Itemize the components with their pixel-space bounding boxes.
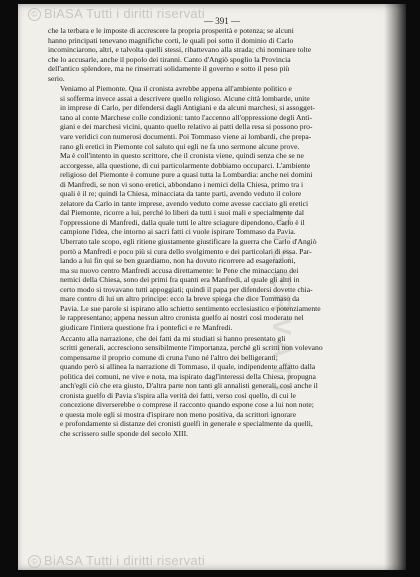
text-line: Pavia. Le sue parole si ispirano allo schietto sentimento ecclesiastico e potenziamente (60, 303, 321, 313)
copyright-icon: © (28, 555, 41, 568)
text-line: accorgesse, alla questione, di cui particolarmente dobbiamo occuparci. L'ambiente (60, 160, 311, 170)
text-line: e profondamente si distanze dei cronisti guelfi in generale e specialmente da quelli, (60, 419, 313, 429)
watermark-vertical: RISERVATI (267, 209, 297, 398)
text-line: serio. (48, 73, 65, 83)
text-line: zelatore da Carlo in tante imprese, avendo veduto come avesse cacciato gli eretici (60, 198, 309, 208)
text-line: scritti generali, accresciono sensibilmente l'importanza, perché gli scritti non volevano (60, 343, 323, 353)
paragraph (48, 84, 394, 332)
text-line: portò a Manfredi e poco più si cura dello svolgimento e dei particolari di essa. Par- (60, 246, 312, 256)
text-line: l'oppressione di Manfredi, dalla quale tutti le altre sciagure dipendono. Carlo è il (60, 217, 305, 227)
text-line: campione l'idea, che intorno ai sacri fatti ci vuole ispirare Tommaso da Pavia. (60, 227, 296, 237)
text-line: politica dei comuni, ne vive e nota, ma ispirato dagl'interessi della Chiesa, propugna (60, 371, 316, 381)
copyright-icon: © (28, 8, 41, 21)
text-line: giudicare l'intiera questione fra i pontefici e re Manfredi. (60, 322, 233, 332)
text-line: lando a lui fin qui se ben guardiamo, non ha dovuto ricorrere ad esagerazioni, (60, 256, 296, 266)
watermark-bottom (28, 553, 205, 568)
text-line: quando però si allinea la narrazione di Tommaso, il quale, indipendente affatto dalla (60, 362, 316, 372)
text-line: mare contro di lui un altro principe: ecco la breve spiega che dice Tommaso da (60, 294, 300, 304)
scanned-page (18, 4, 406, 570)
book-spine-shadow (384, 4, 406, 570)
text-line: certo modo si trovavano tutti appoggiati; quindi il papa per difendersi dovette chia- (60, 284, 313, 294)
paragraph (48, 334, 394, 439)
text-line: si sofferma invece assai a descrivere quello religioso. Alcune città lombarde, unite (60, 93, 310, 103)
text-line: Ma è coll'intento in questo scrittore, che il cronista viene, quindi senza che se ne (60, 151, 304, 161)
text-line: cronista guelfo di Pavia s'ispira alla verità dei fatti, verso così quello, di cui le (60, 390, 296, 400)
text-line: Uberrato tale scopo, egli ritiene giustamente giustificare la guerra che Carlo d'Angiò (60, 237, 317, 247)
page-number: — 391 — (204, 16, 240, 26)
text-line: concezione diverserebbe o comprese il racconto quando espone cose a lui non note; (60, 400, 314, 410)
text-line: tano al conte Marchese colle condizioni: tanto l'accenno all'oppressione degli Antì- (60, 112, 312, 122)
watermark-top (28, 6, 205, 21)
text-line: anch'egli ciò che era giusto, D'altra parte non tanti gli annalisti generali, così anche il (60, 381, 318, 391)
text-line: dell'antico splendore, ma ne rinserrati solidamente il governo e sotto il peso più (48, 64, 290, 74)
text-line: hanno principati tenevano magnifiche corti, le quali poi sotto il dominio di Carlo (48, 35, 294, 45)
text-line: che lo accusarle, anche il popolo dei tiranni. Canto d'Angiò spoglio la Provincia (48, 54, 291, 64)
text-line: vare veridici con numerosi documenti. Poi Tommaso viene ai lombardi, che prepa- (60, 132, 312, 142)
text-line: giani e dei marchesi vicini, quanto quello relativo ai patti della resa si possono pro- (60, 122, 313, 132)
text-line: rano gli eretici in Piemonte col saluto qui egli ne fa uno sermone alcune prove. (60, 141, 300, 151)
text-line: Veniamo al Piemonte. Qua il cronista avrebbe appena all'ambiente politico e (60, 84, 292, 94)
text-line: Accanto alla narrazione, che dei fatti da mi studiati si hanno presentato gli (60, 333, 286, 343)
text-line: compensarne il proprio comune di cruna l'uno né l'altro dei belligeranti; (60, 352, 278, 362)
text-line: che la terbara e le imposte di accrescere la propria prosperità e potenza; se alcuni (48, 26, 294, 35)
text-line: nemici della Chiesa, sono dei primi fra quanti era Manfredi, al quale gli altri in (60, 275, 300, 285)
text-line: quali è il re; quindi la Chiesa, minacciata da tante parti, avendo veduto il colore (60, 189, 302, 199)
watermark-top-text: BiASA Tutti i diritti riservati (44, 6, 206, 21)
text-line: religioso del Piemonte è comune pure a quasi tutta la Lombardia: anche nei domini (60, 170, 313, 180)
body-text (48, 26, 394, 439)
text-line: e questa mole egli si mostra d'ispirare non meno positiva, da scrittori ignorare (60, 409, 297, 419)
paragraph (48, 26, 394, 83)
text-line: dal Piemonte, ricorre a lui, perché lo liberi da tutti i suoi mali e specialmente dal (60, 208, 304, 218)
text-line: che scrissero sulle sponde del secolo XIII. (60, 428, 188, 438)
watermark-bottom-text: BiASA Tutti i diritti riservati (44, 553, 206, 568)
text-line: ma su nuovo centro Manfredi accusa direttamente: le Pene che minacciano dei (60, 265, 299, 275)
text-line: incominciarono, altri, e talvolta quelli stessi, ribattevano alla strada; chi nominare tolte (48, 45, 312, 55)
text-line: in imprese di Carlo, per difendersi dagli Antigiani e da alcuni marchesi, si assogget- (60, 103, 315, 113)
text-line: le rappresentano; appena nessun altro cronista guelfo ai nostri così moderato nel (60, 313, 304, 323)
text-line: di Manfredi, se non vi sono eretici, abbondano i nemici della Chiesa, primo tra i (60, 179, 304, 189)
